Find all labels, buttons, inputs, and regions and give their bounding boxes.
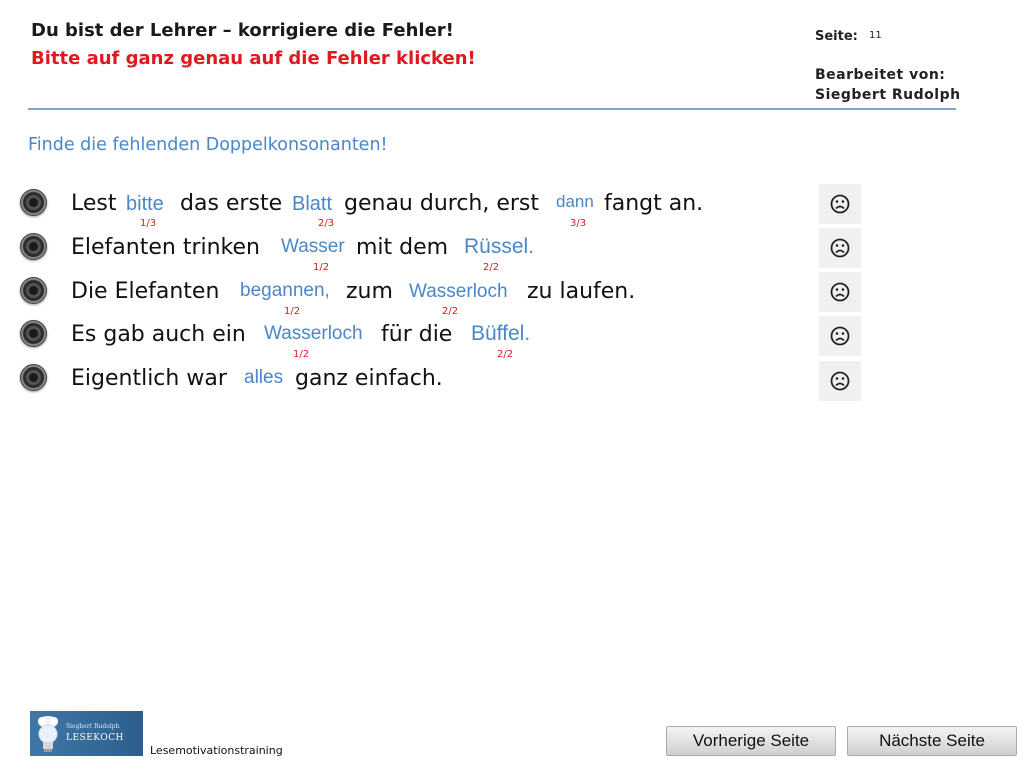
sentence-text: zum: [346, 279, 393, 304]
fraction-label: 2/2: [497, 349, 514, 360]
fraction-label: 1/2: [293, 349, 310, 360]
sad-face-icon: [830, 371, 850, 391]
logo-author: Siegbert Rudolph: [66, 723, 120, 730]
sentence-row-5: [0, 359, 1024, 403]
clickable-word[interactable]: Wasserloch: [409, 281, 508, 302]
sentence-text: fangt an.: [604, 191, 704, 216]
sad-face-icon: [830, 238, 850, 258]
fraction-label: 2/3: [318, 218, 335, 229]
next-page-button[interactable]: Nächste Seite: [847, 726, 1017, 756]
sentence-text: Lest: [71, 191, 117, 216]
sentence-text: das erste: [180, 191, 283, 216]
speaker-icon[interactable]: [20, 277, 47, 304]
clickable-word[interactable]: Blatt: [292, 193, 333, 215]
result-indicator[interactable]: [819, 316, 861, 356]
fraction-label: 2/2: [442, 306, 459, 317]
edited-by-label: Bearbeitet von:: [815, 67, 946, 83]
sentence-row-4: [0, 315, 1024, 359]
sentence-text: zu laufen.: [527, 279, 636, 304]
result-indicator[interactable]: [819, 228, 861, 268]
sentence-text: Es gab auch ein: [71, 322, 246, 347]
fraction-label: 3/3: [570, 218, 587, 229]
header-divider: [28, 108, 956, 110]
page-subtitle: Bitte auf ganz genau auf die Fehler klicken!: [31, 48, 476, 69]
sentence-text: genau durch, erst: [344, 191, 540, 216]
instruction-text: Finde die fehlenden Doppelkonsonanten!: [28, 135, 388, 155]
sentence-text: Elefanten trinken: [71, 235, 260, 260]
fraction-label: 1/2: [284, 306, 301, 317]
speaker-icon[interactable]: [20, 320, 47, 347]
result-indicator[interactable]: [819, 361, 861, 401]
lightbulb-chef-icon: [33, 714, 63, 754]
clickable-word[interactable]: Büffel.: [471, 322, 531, 345]
clickable-word[interactable]: Wasser: [281, 236, 345, 257]
lesekoch-logo: [30, 711, 143, 756]
clickable-word[interactable]: begannen,: [240, 280, 330, 301]
fraction-label: 2/2: [483, 262, 500, 273]
sad-face-icon: [830, 282, 850, 302]
clickable-word[interactable]: Rüssel.: [464, 235, 535, 258]
sentence-text: mit dem: [356, 235, 449, 260]
result-indicator[interactable]: [819, 272, 861, 312]
logo-brand: LESEKOCH: [66, 733, 124, 743]
sentence-text: Eigentlich war: [71, 366, 227, 391]
footer-label: Lesemotivationstraining: [150, 744, 283, 757]
sentence-row-2: [0, 228, 1024, 272]
fraction-label: 1/3: [140, 218, 157, 229]
sentence-text: Die Elefanten: [71, 279, 220, 304]
previous-page-button[interactable]: Vorherige Seite: [666, 726, 836, 756]
clickable-word[interactable]: dann: [556, 192, 594, 211]
speaker-icon[interactable]: [20, 364, 47, 391]
result-indicator[interactable]: [819, 184, 861, 224]
sentence-text: ganz einfach.: [295, 366, 443, 391]
sad-face-icon: [830, 194, 850, 214]
sad-face-icon: [830, 326, 850, 346]
clickable-word[interactable]: Wasserloch: [264, 323, 363, 344]
speaker-icon[interactable]: [20, 233, 47, 260]
sentence-row-1: [0, 184, 1024, 228]
editor-name: Siegbert Rudolph: [815, 87, 961, 103]
fraction-label: 1/2: [313, 262, 330, 273]
sentence-row-3: [0, 272, 1024, 316]
page-number: 11: [869, 30, 882, 41]
speaker-icon[interactable]: [20, 189, 47, 216]
clickable-word[interactable]: bitte: [126, 193, 164, 215]
clickable-word[interactable]: alles: [244, 367, 284, 388]
page-label: Seite:: [815, 29, 858, 44]
sentence-text: für die: [381, 322, 453, 347]
page-title: Du bist der Lehrer – korrigiere die Fehler!: [31, 20, 454, 41]
